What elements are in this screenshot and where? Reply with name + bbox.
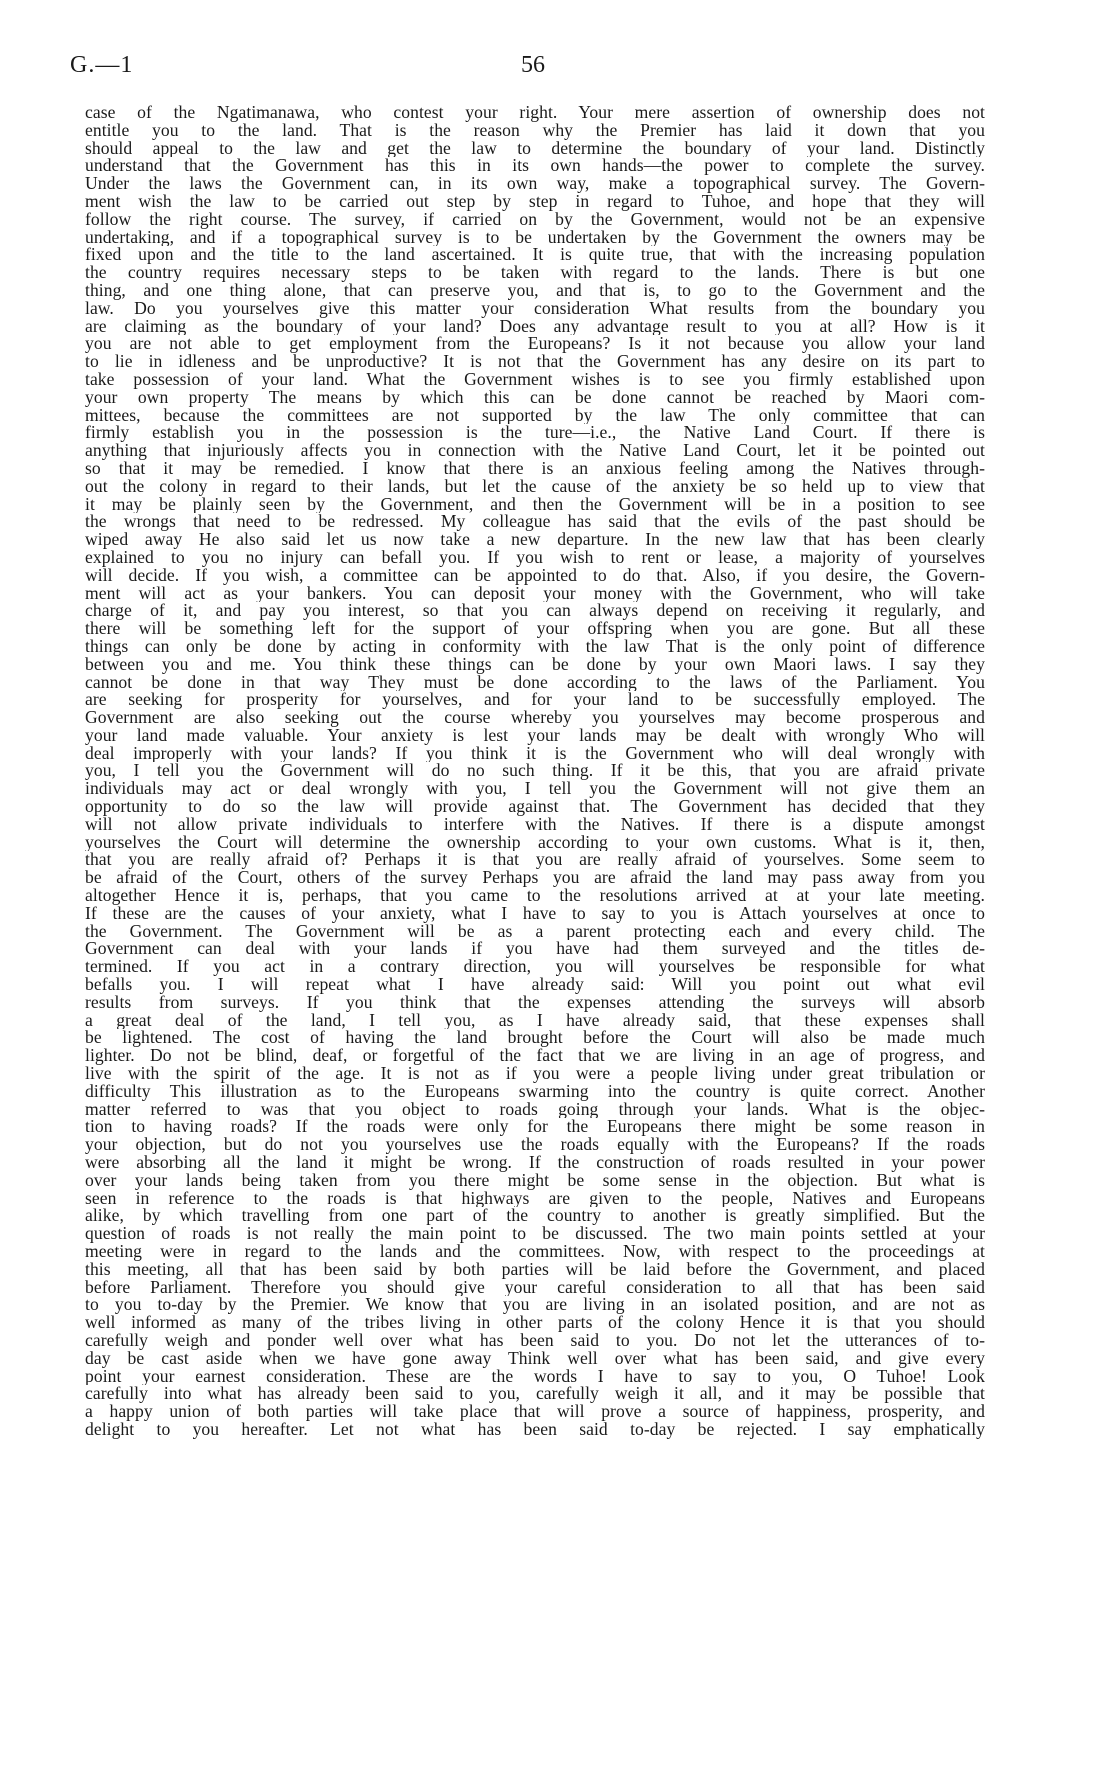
text-line: understand that the Government has this in its own hands—the power to complete the survey. <box>85 157 985 176</box>
text-line: tion to having roads? If the roads were only for the Europeans there might be some reason in <box>85 1118 985 1137</box>
text-line: individuals may act or deal wrongly with you, I tell you the Government will not give them an <box>85 780 985 799</box>
text-line: termined. If you act in a contrary direction, you will yourselves be responsible for what <box>85 958 985 977</box>
document-code: G.—1 <box>70 52 134 78</box>
text-line: law. Do you yourselves give this matter your consideration What results from the boundary you <box>85 299 985 318</box>
text-line: opportunity to do so the law will provide against that. The Government has decided that they <box>85 798 985 816</box>
text-line: well informed as many of the tribes living in other parts of the colony Hence it is that you should <box>85 1314 985 1332</box>
text-line: you, I tell you the Government will do no such thing. If it be this, that you are afraid private <box>85 762 985 781</box>
text-line: take possession of your land. What the Government wishes is to see you firmly established upon <box>85 370 985 389</box>
text-line: entitle you to the land. That is the reason why the Premier has laid it down that you <box>85 121 985 140</box>
text-line: wiped away He also said let us now take a new departure. In the new law that has been clearly <box>85 531 985 549</box>
text-line: charge of it, and pay you interest, so that you can always depend on receiving it regularly, and <box>85 602 985 621</box>
text-line: a great deal of the land, I tell you, as I have already said, that these expenses shall <box>85 1011 985 1030</box>
text-line: ment wish the law to be carried out step by step in regard to Tuhoe, and hope that they will <box>85 192 985 211</box>
text-line: are seeking for prosperity for yourselves, and for your land to be successfully employed. The <box>85 691 985 710</box>
text-line: your own property The means by which this can be done cannot be reached by Maori com- <box>85 388 985 407</box>
text-line: deal improperly with your lands? If you think it is the Government who will deal wrongly with <box>85 744 985 763</box>
text-line: be afraid of the Court, others of the survey Perhaps you are afraid the land may pass away from you <box>85 869 985 888</box>
text-line: the wrongs that need to be redressed. My colleague has said that the evils of the past should be <box>85 513 985 532</box>
text-line: altogether Hence it is, perhaps, that you came to the resolutions arrived at at your late meeting. <box>85 887 985 905</box>
text-line: meeting were in regard to the lands and the committees. Now, with respect to the proceedings at <box>85 1243 985 1261</box>
text-line: this meeting, all that has been said by both parties will be laid before the Government, and placed <box>85 1260 985 1279</box>
text-line: Government are also seeking out the course whereby you yourselves may become prosperous and <box>85 709 985 727</box>
text-line: follow the right course. The survey, if carried on by the Government, would not be an expensive <box>85 210 985 229</box>
text-line: If these are the causes of your anxiety, what I have to say to you is Attach yourselves at once to <box>85 904 985 923</box>
text-line: the country requires necessary steps to be taken with regard to the lands. There is but one <box>85 264 985 282</box>
text-line: are claiming as the boundary of your land? Does any advantage result to you at all? How is it <box>85 317 985 336</box>
text-line: should appeal to the law and get the law to determine the boundary of your land. Distinctly <box>85 139 985 158</box>
text-line: carefully into what has already been said to you, carefully weigh it all, and it may be possible that <box>85 1385 985 1404</box>
text-line: to you to-day by the Premier. We know that you are living in an isolated position, and are not as <box>85 1296 985 1315</box>
text-line: over your lands being taken from you there might be some sense in the objection. But what is <box>85 1171 985 1190</box>
body-text <box>85 104 985 1439</box>
text-line: before Parliament. Therefore you should give your careful consideration to all that has been said <box>85 1278 985 1297</box>
page-header <box>70 52 996 88</box>
text-line: Government can deal with your lands if you have had them surveyed and the titles de- <box>85 940 985 959</box>
text-line: thing, and one thing alone, that can preserve you, and that is, to go to the Government and the <box>85 281 985 300</box>
text-line: day be cast aside when we have gone away Think well over what has been said, and give every <box>85 1349 985 1368</box>
text-line: undertaking, and if a topographical survey is to be undertaken by the Government the owners may be <box>85 228 985 247</box>
text-line: out the colony in regard to their lands, but let the cause of the anxiety be so held up to view that <box>85 477 985 496</box>
text-line: alike, by which travelling from one part of the country to another is greatly simplified. But the <box>85 1207 985 1226</box>
text-line: case of the Ngatimanawa, who contest your right. Your mere assertion of ownership does not <box>85 104 985 122</box>
text-line: firmly establish you in the possession is the ture—i.e., the Native Land Court. If there is <box>85 424 985 443</box>
text-line: results from surveys. If you think that the expenses attending the surveys will absorb <box>85 993 985 1012</box>
text-line: there will be something left for the support of your offspring when you are gone. But all these <box>85 620 985 638</box>
text-line: lighter. Do not be blind, deaf, or forgetful of the fact that we are living in an age of progress, and <box>85 1047 985 1066</box>
text-line: live with the spirit of the age. It is not as if you were a people living under great tribulation or <box>85 1065 985 1083</box>
text-line: your land made valuable. Your anxiety is lest your lands may be dealt with wrongly Who will <box>85 726 985 745</box>
text-line: Under the laws the Government can, in its own way, make a topographical survey. The Govern- <box>85 175 985 193</box>
text-line: seen in reference to the roads is that highways are given to the people, Natives and Europeans <box>85 1189 985 1208</box>
text-line: the Government. The Government will be as a parent protecting each and every child. The <box>85 922 985 941</box>
text-line: so that it may be remedied. I know that there is an anxious feeling among the Natives through- <box>85 459 985 478</box>
text-line: yourselves the Court will determine the ownership according to your own customs. What is it, then, <box>85 833 985 852</box>
text-line: carefully weigh and ponder well over what has been said to you. Do not let the utterances of to- <box>85 1331 985 1350</box>
text-line: anything that injuriously affects you in connection with the Native Land Court, let it be pointed out <box>85 442 985 460</box>
text-line: ment will act as your bankers. You can deposit your money with the Government, who will take <box>85 584 985 603</box>
text-line: you are not able to get employment from the Europeans? Is it not because you allow your land <box>85 335 985 354</box>
text-line: explained to you no injury can befall you. If you wish to rent or lease, a majority of yourselves <box>85 548 985 567</box>
text-line: it may be plainly seen by the Government, and then the Government will be in a position to see <box>85 495 985 514</box>
text-line: between you and me. You think these things can be done by your own Maori laws. I say they <box>85 655 985 674</box>
text-line: things can only be done by acting in conformity with the law That is the only point of difference <box>85 637 985 656</box>
text-line: matter referred to was that you object to roads going through your lands. What is the objec- <box>85 1100 985 1119</box>
text-line: befalls you. I will repeat what I have already said: Will you point out what evil <box>85 976 985 994</box>
text-line: be lightened. The cost of having the land brought before the Court will also be made much <box>85 1029 985 1048</box>
text-line: question of roads is not really the main point to be discussed. The two main points settled at your <box>85 1225 985 1243</box>
text-line: difficulty This illustration as to the Europeans swarming into the country is quite correct. Another <box>85 1082 985 1101</box>
text-line: your objection, but do not you yourselves use the roads equally with the Europeans? If the roads <box>85 1136 985 1155</box>
text-line: will not allow private individuals to interfere with the Natives. If there is a dispute amongst <box>85 815 985 834</box>
text-line: point your earnest consideration. These are the words I have to say to you, O Tuhoe! Look <box>85 1367 985 1386</box>
text-line: delight to you hereafter. Let not what has been said to-day be rejected. I say emphatically <box>85 1420 985 1439</box>
page-number: 56 <box>521 52 545 78</box>
text-line: that you are really afraid of? Perhaps it is that you are really afraid of yourselves. Some seem to <box>85 851 985 870</box>
text-line: mittees, because the committees are not supported by the law The only committee that can <box>85 406 985 425</box>
text-line: to lie in idleness and be unproductive? It is not that the Government has any desire on its part to <box>85 353 985 371</box>
text-line: a happy union of both parties will take place that will prove a source of happiness, prosperity, and <box>85 1403 985 1421</box>
text-line: will decide. If you wish, a committee can be appointed to do that. Also, if you desire, the Govern- <box>85 566 985 585</box>
text-line: were absorbing all the land it might be wrong. If the construction of roads resulted in your power <box>85 1154 985 1172</box>
text-line: fixed upon and the title to the land ascertained. It is quite true, that with the increasing population <box>85 246 985 265</box>
text-line: cannot be done in that way They must be done according to the laws of the Parliament. You <box>85 673 985 692</box>
